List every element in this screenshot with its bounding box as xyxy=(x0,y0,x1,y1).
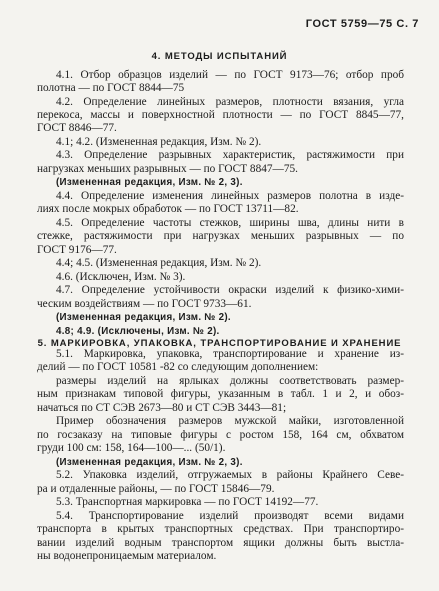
s5-line: 5.3. Транспортная маркировка — по ГОСТ 14192—77. xyxy=(56,496,319,508)
s5-line: вании изделий водным транспортом ящики должны быть выстла- xyxy=(37,537,404,549)
s4-line: ГОСТ 8846—77. xyxy=(37,122,117,134)
s4-line: нагрузках меньших разрывных — по ГОСТ 8847—75. xyxy=(37,163,298,175)
s5-line: 5.2. Упаковка изделий, отгружаемых в районы Крайнего Севе- xyxy=(56,469,404,481)
s5-line: 5.4. Транспортирование изделий производят всеми видами xyxy=(56,510,404,522)
page-header: ГОСТ 5759—75 С. 7 xyxy=(305,18,419,30)
s5-line: ра и отдаленные районы, — по ГОСТ 15846—79. xyxy=(37,483,275,495)
s5-line: 5.1. Маркировка, упаковка, транспортирование и хранение из- xyxy=(56,348,404,360)
section-5-title: 5. МАРКИРОВКА, УПАКОВКА, ТРАНСПОРТИРОВАНИЕ И ХРАНЕНИЕ xyxy=(37,338,402,349)
s4-line: 4.7. Определение устойчивости окраски изделий к физико-хими- xyxy=(56,284,404,296)
s5-line: размеры изделий на ярлыках должны соответствовать размер- xyxy=(56,375,404,387)
s5-line: ны водонепроницаемым материалом. xyxy=(37,550,217,562)
s4-line: 4.3. Определение разрывных характеристик, растяжимости при xyxy=(56,149,404,161)
s4-amendment: (Измененная редакция, Изм. № 2, 3). xyxy=(56,177,243,188)
s4-line: 4.1. Отбор образцов изделий — по ГОСТ 9173—76; отбор проб xyxy=(56,69,404,81)
s4-line: 4.4; 4.5. (Измененная редакция, Изм. № 2). xyxy=(56,257,262,269)
s4-line: стежке, растяжимости при нагрузках меньших разрывных — по xyxy=(37,230,404,242)
s5-amendment: (Измененная редакция, Изм. № 2, 3). xyxy=(56,457,243,468)
s4-line: 4.1; 4.2. (Измененная редакция, Изм. № 2). xyxy=(56,136,262,148)
section-4-title: 4. МЕТОДЫ ИСПЫТАНИЙ xyxy=(151,51,288,62)
s5-line: Пример обозначения размеров мужской майки, изготовленной xyxy=(56,415,404,427)
s4-line: лиях после мокрых обработок — по ГОСТ 13711—82. xyxy=(37,203,299,215)
s5-line: транспорта в крытых транспортных средствах. При транспортиро- xyxy=(37,523,404,535)
s5-line: ным признакам типовой фигуры, указанным в табл. 1 и 2, и обоз- xyxy=(37,388,404,400)
s5-line: начаться по СТ СЭВ 2673—80 и СТ СЭВ 3443—81; xyxy=(37,402,287,414)
s4-line: 4.2. Определение линейных размеров, плотности вязания, угла xyxy=(56,96,404,108)
s4-line: полотна — по ГОСТ 8844—75 xyxy=(37,82,185,94)
s4-line: ческим воздействиям — по ГОСТ 9733—61. xyxy=(37,298,252,310)
s5-line: по госзаказу на типовые фигуры с ростом 158, 164 см, обхватом xyxy=(37,429,404,441)
s4-amendment: (Измененная редакция, Изм. № 2). xyxy=(56,312,231,323)
s4-amendment: 4.8; 4.9. (Исключены, Изм. № 2). xyxy=(56,326,220,337)
s4-line: 4.6. (Исключен, Изм. № 3). xyxy=(56,271,186,283)
s4-line: 4.5. Определение частоты стежков, ширины шва, длины нити в xyxy=(56,217,404,229)
s4-line: ГОСТ 9176—77. xyxy=(37,244,117,256)
s4-line: 4.4. Определение изменения линейных размеров полотна в изде- xyxy=(56,190,404,202)
s5-line: делий — по ГОСТ 10581 -82 со следующим дополнением: xyxy=(37,361,319,373)
s4-line: перекоса, массы и поверхностной плотности — по ГОСТ 8845—77, xyxy=(37,109,404,121)
s5-line: груди 100 см: 158, 164—100—... (50/1). xyxy=(37,442,226,454)
